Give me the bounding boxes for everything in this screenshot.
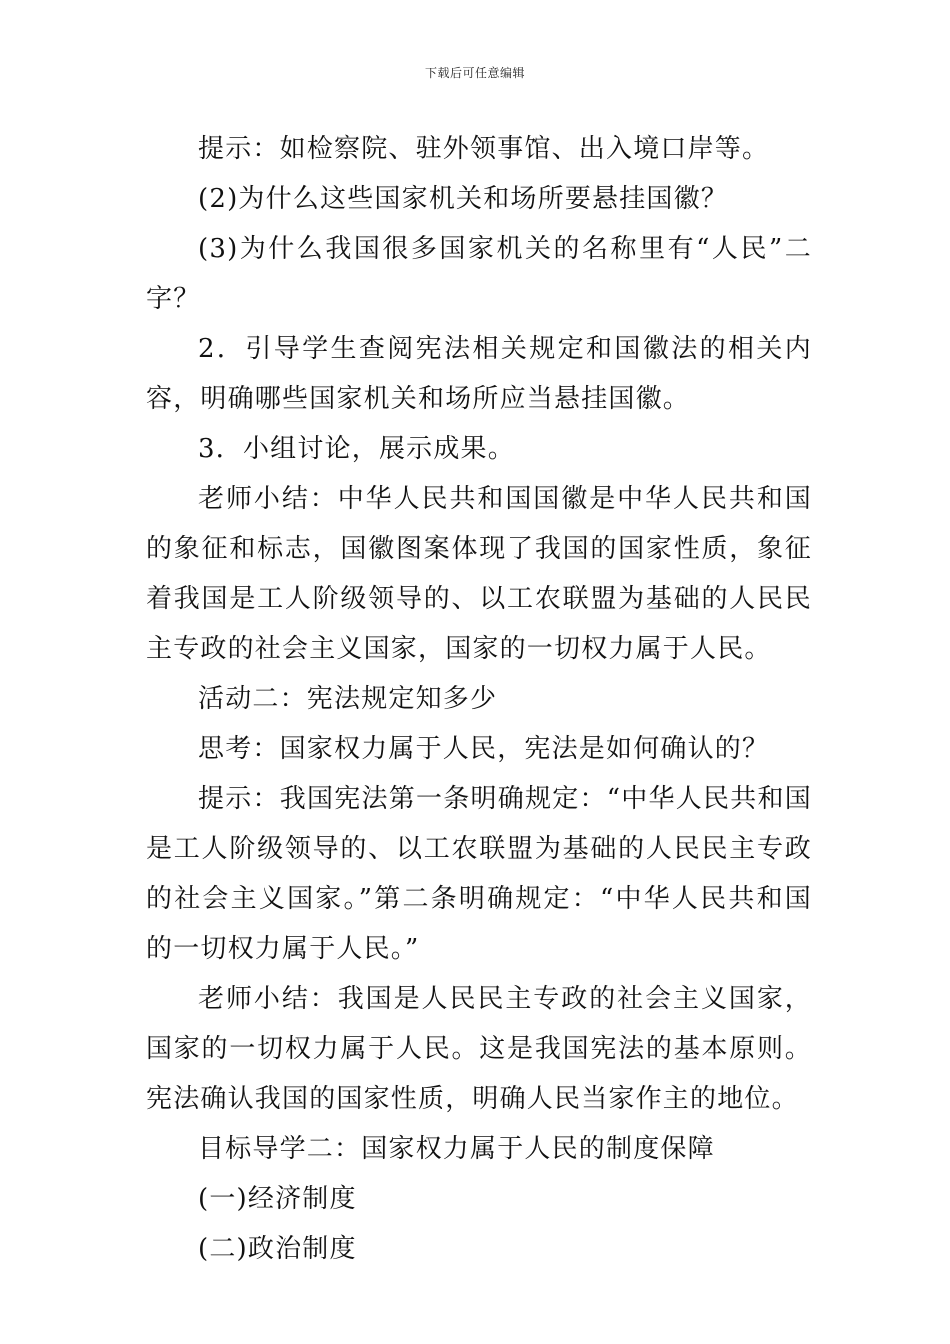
document-body <box>146 124 812 1274</box>
paragraph-step-2: 2．引导学生查阅宪法相关规定和国徽法的相关内容，明确哪些国家机关和场所应当悬挂国徽。 <box>146 334 812 414</box>
paragraph-teacher-summary-2: 老师小结：我国是人民民主专政的社会主义国家，国家的一切权力属于人民。这是我国宪法的基本原则。宪法确认我国的国家性质，明确人民当家作主的地位。 <box>146 984 812 1114</box>
paragraph-activity-2-heading: 活动二：宪法规定知多少 <box>198 684 498 714</box>
paragraph-question-3: (3)为什么我国很多国家机关的名称里有“人民”二字？ <box>146 234 812 314</box>
paragraph-step-3: 3．小组讨论，展示成果。 <box>198 434 515 464</box>
paragraph-hint-constitution: 提示：我国宪法第一条明确规定：“中华人民共和国是工人阶级领导的、以工农联盟为基础的人民民主专政的社会主义国家。”第二条明确规定：“中华人民共和国的一切权力属于人民。” <box>146 784 812 964</box>
paragraph-political-system: (二)政治制度 <box>198 1234 357 1264</box>
paragraph-hint-examples: 提示：如检察院、驻外领事馆、出入境口岸等。 <box>198 134 770 164</box>
paragraph-question-2: (2)为什么这些国家机关和场所要悬挂国徽？ <box>198 184 729 214</box>
page-header-note: 下载后可任意编辑 <box>424 66 525 80</box>
paragraph-teacher-summary-1: 老师小结：中华人民共和国国徽是中华人民共和国的象征和标志，国徽图案体现了我国的国家性质，象征着我国是工人阶级领导的、以工农联盟为基础的人民民主专政的社会主义国家，国家的一切权力属于人民。 <box>146 484 812 664</box>
paragraph-think-question: 思考：国家权力属于人民，宪法是如何确认的？ <box>198 734 770 764</box>
paragraph-economic-system: (一)经济制度 <box>198 1184 357 1214</box>
paragraph-goal-2-heading: 目标导学二：国家权力属于人民的制度保障 <box>198 1134 715 1164</box>
